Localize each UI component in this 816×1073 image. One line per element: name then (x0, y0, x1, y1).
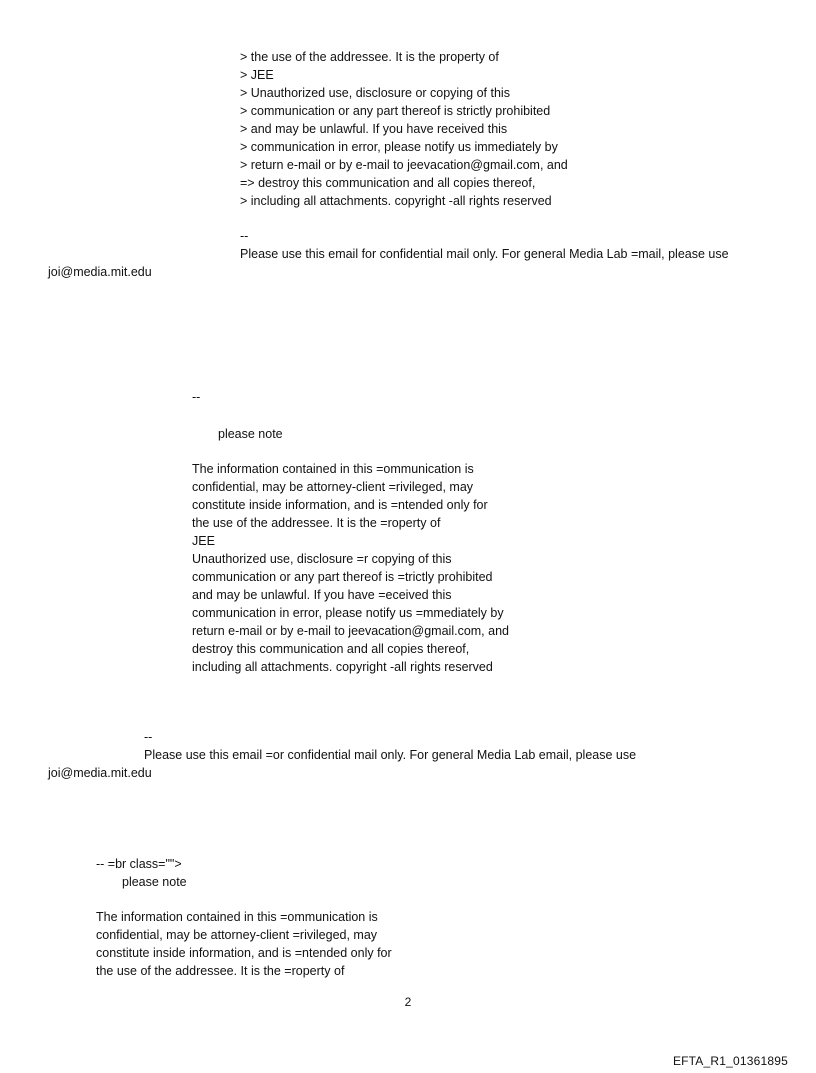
notice-line: constitute inside information, and is =ntended only for (96, 946, 392, 960)
quoted-line: > and may be unlawful. If you have received this (240, 122, 508, 136)
notice-line: The information contained in this =ommunication is (96, 910, 378, 924)
notice-line: Unauthorized use, disclosure =r copying of this (192, 552, 452, 566)
quoted-line: > return e-mail or by e-mail to jeevacation@gmail.com, and (240, 158, 568, 172)
quoted-line: => destroy this communication and all copies thereof, (240, 176, 536, 190)
notice-line: including all attachments. copyright -all rights reserved (192, 660, 493, 674)
notice-line: The information contained in this =ommunication is (192, 462, 474, 476)
signature-email: joi@media.mit.edu (48, 265, 152, 279)
signature-email: joi@media.mit.edu (48, 766, 152, 780)
notice-line: communication in error, please notify us =mmediately by (192, 606, 504, 620)
notice-line: return e-mail or by e-mail to jeevacation@gmail.com, and (192, 624, 509, 638)
quoted-line: > the use of the addressee. It is the property of (240, 50, 499, 64)
quoted-line: > communication or any part thereof is strictly prohibited (240, 104, 551, 118)
bates-id: EFTA_R1_01361895 (672, 1054, 788, 1068)
separator-dash: -- (192, 390, 201, 404)
quoted-disclaimer (240, 48, 568, 210)
notice-line: the use of the addressee. It is the =roperty of (192, 516, 441, 530)
notice-line: constitute inside information, and is =ntended only for (192, 498, 488, 512)
notice-line: destroy this communication and all copies thereof, (192, 642, 470, 656)
separator-dash: -- =br class=""> (96, 857, 182, 871)
notice-line: confidential, may be attorney-client =rivileged, may (96, 928, 378, 942)
signature-dash: -- (240, 229, 249, 243)
notice-line: confidential, may be attorney-client =rivileged, may (192, 480, 474, 494)
please-note: please note (218, 427, 283, 441)
signature-dash: -- (144, 730, 153, 744)
quoted-line: > JEE (240, 68, 274, 82)
signature-line: Please use this email =or confidential mail only. For general Media Lab email, please use (144, 748, 637, 762)
confidentiality-notice (96, 908, 392, 980)
signature-line: Please use this email for confidential mail only. For general Media Lab =mail, please use (240, 247, 729, 261)
quoted-line: > including all attachments. copyright -all rights reserved (240, 194, 552, 208)
notice-line: JEE (192, 534, 215, 548)
notice-line: the use of the addressee. It is the =roperty of (96, 964, 345, 978)
page-number: 2 (404, 995, 412, 1009)
quoted-line: > Unauthorized use, disclosure or copying of this (240, 86, 510, 100)
notice-line: communication or any part thereof is =trictly prohibited (192, 570, 493, 584)
notice-line: and may be unlawful. If you have =eceived this (192, 588, 452, 602)
quoted-line: > communication in error, please notify us immediately by (240, 140, 558, 154)
confidentiality-notice (192, 460, 509, 676)
please-note: please note (122, 875, 187, 889)
